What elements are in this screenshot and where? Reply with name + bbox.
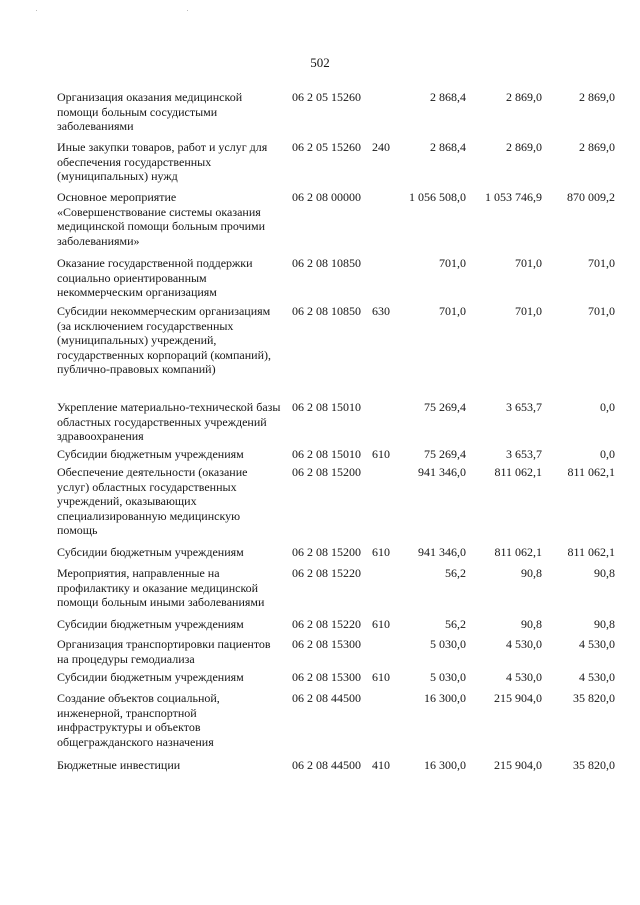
row-value-1: 16 300,0 bbox=[424, 758, 466, 772]
row-value-1: 5 030,0 bbox=[430, 637, 466, 651]
scan-speck bbox=[187, 10, 188, 11]
row-name: Организация оказания медицинской помощи больным сосудистыми заболеваниями bbox=[57, 90, 243, 134]
row-expense-type: 610 bbox=[372, 447, 390, 461]
row-code: 06 2 08 10850 bbox=[292, 256, 361, 270]
row-name: Субсидии бюджетным учреждениям bbox=[57, 545, 244, 559]
row-value-1: 1 056 508,0 bbox=[409, 190, 466, 204]
row-value-3: 701,0 bbox=[588, 304, 615, 318]
row-name: Субсидии бюджетным учреждениям bbox=[57, 617, 244, 631]
row-name: Основное мероприятие «Совершенствование системы оказания медицинской помощи больным прочими заболеваниями» bbox=[57, 190, 266, 248]
row-value-2: 215 904,0 bbox=[494, 691, 542, 705]
row-value-1: 2 868,4 bbox=[430, 90, 466, 104]
row-value-2: 4 530,0 bbox=[506, 670, 542, 684]
row-value-3: 4 530,0 bbox=[579, 670, 615, 684]
row-name: Субсидии некоммерческим организациям (за исключением государственных (муниципальных) учреждений, государственных корпораций (компаний), публично-правовых компаний) bbox=[57, 304, 271, 377]
row-value-1: 701,0 bbox=[439, 256, 466, 270]
row-value-2: 811 062,1 bbox=[494, 545, 542, 559]
row-value-3: 90,8 bbox=[594, 566, 615, 580]
row-value-3: 4 530,0 bbox=[579, 637, 615, 651]
row-expense-type: 630 bbox=[372, 304, 390, 318]
row-value-2: 2 869,0 bbox=[506, 140, 542, 154]
row-expense-type: 410 bbox=[372, 758, 390, 772]
row-value-3: 0,0 bbox=[600, 447, 615, 461]
row-name: Создание объектов социальной, инженерной, транспортной инфраструктуры и объектов общегражданского назначения bbox=[57, 691, 220, 749]
row-code: 06 2 08 15300 bbox=[292, 670, 361, 684]
row-value-1: 941 346,0 bbox=[418, 465, 466, 479]
row-name: Иные закупки товаров, работ и услуг для обеспечения государственных (муниципальных) нужд bbox=[57, 140, 268, 184]
row-value-3: 2 869,0 bbox=[579, 90, 615, 104]
row-value-2: 701,0 bbox=[515, 256, 542, 270]
row-value-3: 811 062,1 bbox=[567, 465, 615, 479]
row-value-3: 90,8 bbox=[594, 617, 615, 631]
row-code: 06 2 08 44500 bbox=[292, 758, 361, 772]
row-code: 06 2 08 44500 bbox=[292, 691, 361, 705]
row-code: 06 2 08 15010 bbox=[292, 400, 361, 414]
row-code: 06 2 08 15200 bbox=[292, 545, 361, 559]
row-value-2: 701,0 bbox=[515, 304, 542, 318]
row-value-3: 35 820,0 bbox=[573, 691, 615, 705]
row-code: 06 2 08 15220 bbox=[292, 617, 361, 631]
row-code: 06 2 08 15220 bbox=[292, 566, 361, 580]
row-value-2: 811 062,1 bbox=[494, 465, 542, 479]
row-code: 06 2 08 00000 bbox=[292, 190, 361, 204]
row-name: Организация транспортировки пациентов на процедуры гемодиализа bbox=[57, 637, 271, 666]
row-value-2: 2 869,0 bbox=[506, 90, 542, 104]
row-value-1: 16 300,0 bbox=[424, 691, 466, 705]
scan-speck bbox=[36, 10, 37, 11]
row-value-2: 3 653,7 bbox=[506, 400, 542, 414]
row-name: Субсидии бюджетным учреждениям bbox=[57, 670, 244, 684]
page-number: 502 bbox=[310, 55, 330, 70]
row-expense-type: 240 bbox=[372, 140, 390, 154]
row-code: 06 2 08 10850 bbox=[292, 304, 361, 318]
row-value-3: 870 009,2 bbox=[567, 190, 615, 204]
row-name: Бюджетные инвестиции bbox=[57, 758, 181, 772]
row-name: Субсидии бюджетным учреждениям bbox=[57, 447, 244, 461]
row-code: 06 2 08 15200 bbox=[292, 465, 361, 479]
row-value-2: 1 053 746,9 bbox=[485, 190, 542, 204]
row-value-3: 701,0 bbox=[588, 256, 615, 270]
row-value-3: 811 062,1 bbox=[567, 545, 615, 559]
row-value-1: 701,0 bbox=[439, 304, 466, 318]
row-expense-type: 610 bbox=[372, 670, 390, 684]
row-expense-type: 610 bbox=[372, 617, 390, 631]
row-value-2: 90,8 bbox=[521, 566, 542, 580]
row-code: 06 2 05 15260 bbox=[292, 90, 361, 104]
row-code: 06 2 08 15300 bbox=[292, 637, 361, 651]
row-name: Мероприятия, направленные на профилактику и оказание медицинской помощи больным иными заболеваниями bbox=[57, 566, 265, 610]
row-name: Оказание государственной поддержки социально ориентированным некоммерческим организациям bbox=[57, 256, 253, 300]
row-name: Обеспечение деятельности (оказание услуг) областных государственных учреждений, оказывающих специализированную медицинскую помощь bbox=[57, 465, 248, 538]
row-value-1: 941 346,0 bbox=[418, 545, 466, 559]
row-value-3: 2 869,0 bbox=[579, 140, 615, 154]
row-value-3: 35 820,0 bbox=[573, 758, 615, 772]
row-expense-type: 610 bbox=[372, 545, 390, 559]
row-value-2: 3 653,7 bbox=[506, 447, 542, 461]
row-value-1: 2 868,4 bbox=[430, 140, 466, 154]
row-value-2: 90,8 bbox=[521, 617, 542, 631]
row-value-1: 75 269,4 bbox=[424, 400, 466, 414]
row-code: 06 2 08 15010 bbox=[292, 447, 361, 461]
row-value-1: 56,2 bbox=[445, 566, 466, 580]
row-value-1: 5 030,0 bbox=[430, 670, 466, 684]
row-value-1: 75 269,4 bbox=[424, 447, 466, 461]
row-code: 06 2 05 15260 bbox=[292, 140, 361, 154]
row-value-2: 4 530,0 bbox=[506, 637, 542, 651]
row-value-1: 56,2 bbox=[445, 617, 466, 631]
row-name: Укрепление материально-технической базы областных государственных учреждений здравоохранения bbox=[57, 400, 281, 444]
row-value-3: 0,0 bbox=[600, 400, 615, 414]
row-value-2: 215 904,0 bbox=[494, 758, 542, 772]
